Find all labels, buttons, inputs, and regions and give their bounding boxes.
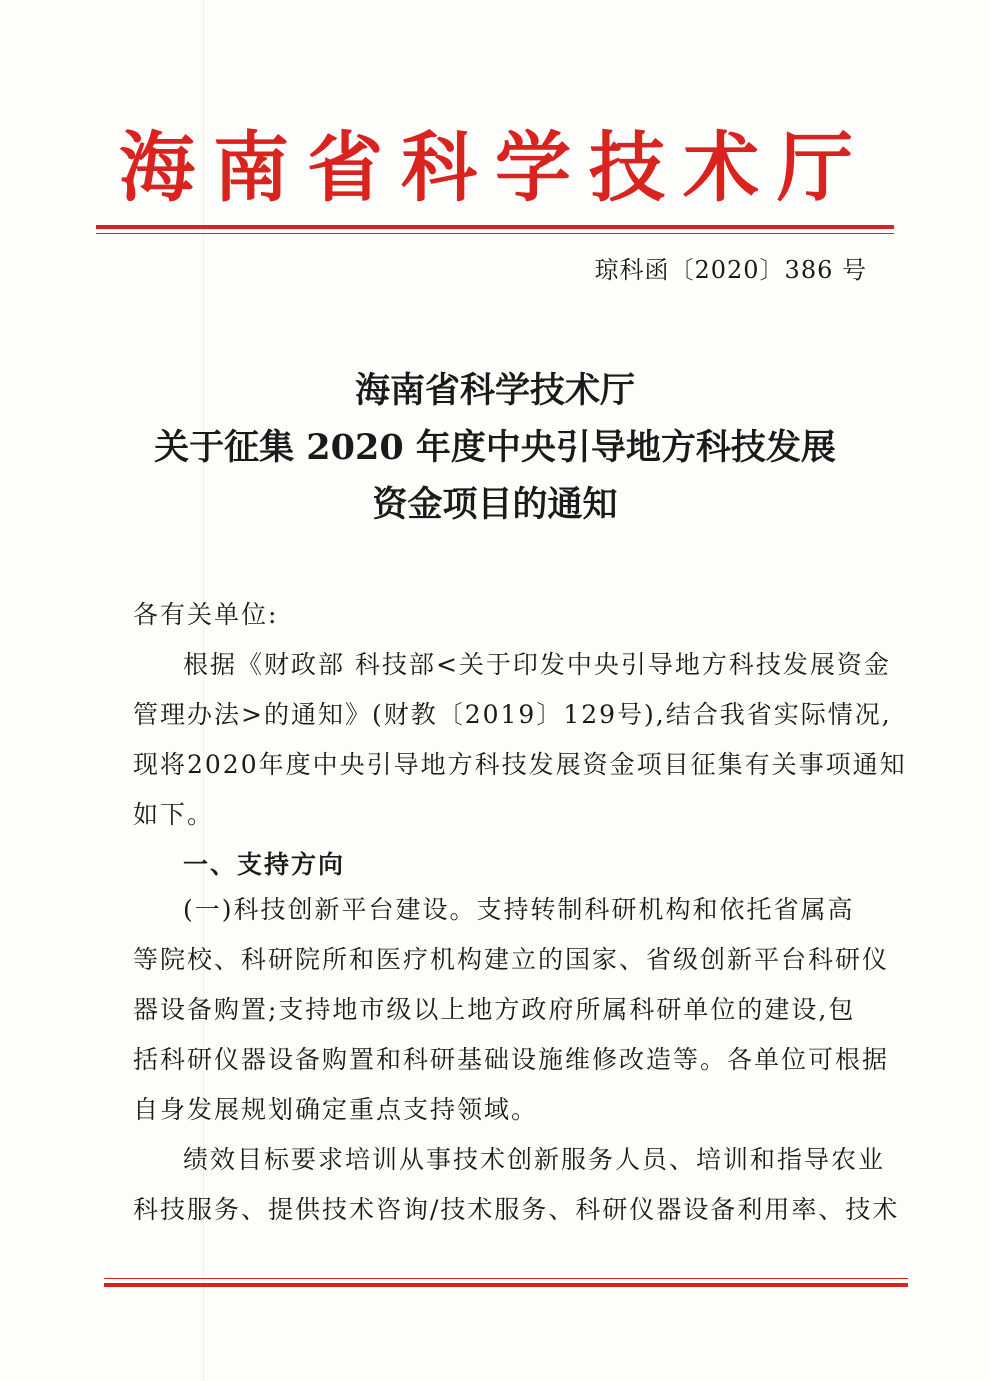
body-line: 括科研仪器设备购置和科研基础设施维修改造等。各单位可根据 [133, 1045, 890, 1074]
body-line: (一)科技创新平台建设。支持转制科研机构和依托省属高 [183, 895, 855, 924]
title-line-3: 资金项目的通知 [372, 484, 618, 525]
body-line: 根据《财政部 科技部<关于印发中央引导地方科技发展资金 [183, 650, 891, 679]
footer-red-line-thin [104, 1278, 908, 1279]
title-line-2: 关于征集 2020 年度中央引导地方科技发展 [154, 427, 836, 468]
document-number: 琼科函〔2020〕386 号 [594, 256, 867, 284]
body-line: 器设备购置;支持地市级以上地方政府所属科研单位的建设,包 [133, 995, 856, 1024]
body-line: 等院校、科研院所和医疗机构建立的国家、省级创新平台科研仪 [133, 945, 890, 974]
header-red-line-thick [96, 225, 894, 229]
header-red-line-thin [96, 233, 894, 234]
body-line: 现将2020年度中央引导地方科技发展资金项目征集有关事项通知 [133, 750, 907, 779]
body-line: 管理办法>的通知》(财教〔2019〕129号),结合我省实际情况, [133, 700, 892, 729]
footer-red-line-thick [104, 1283, 908, 1287]
body-line: 如下。 [133, 800, 215, 829]
body-line: 绩效目标要求培训从事技术创新服务人员、培训和指导农业 [183, 1145, 886, 1174]
salutation: 各有关单位: [133, 600, 279, 629]
body-line: 自身发展规划确定重点支持领域。 [133, 1095, 539, 1124]
issuer-header: 海南省科学技术厅 [119, 123, 871, 212]
document-title [90, 362, 900, 533]
section-heading: 一、支持方向 [183, 850, 346, 879]
body-line: 科技服务、提供技术咨询/技术服务、科研仪器设备利用率、技术 [133, 1195, 900, 1224]
title-line-1: 海南省科学技术厅 [354, 370, 635, 411]
